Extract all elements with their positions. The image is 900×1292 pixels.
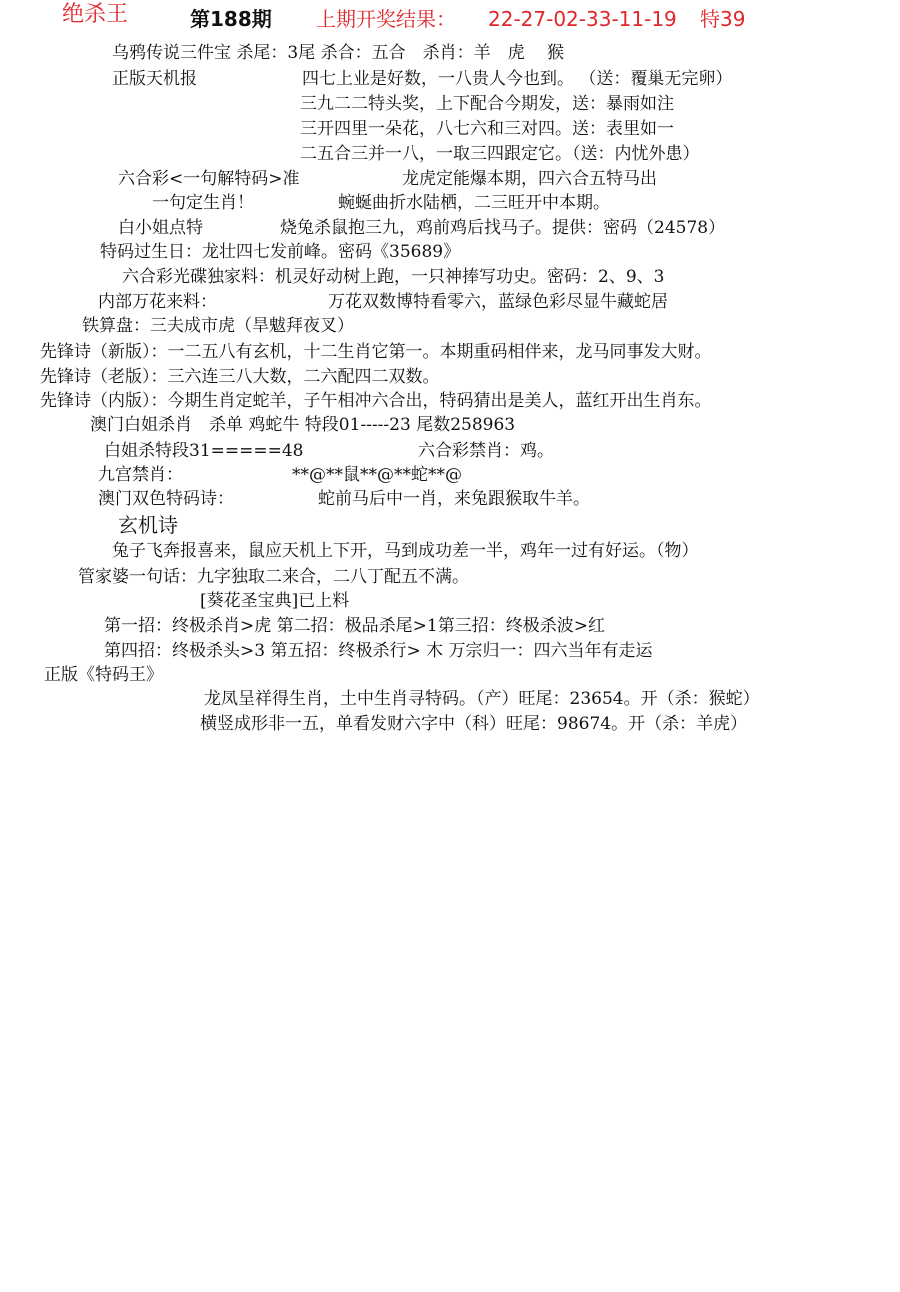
- line-temawang-label: 正版《特码王》: [44, 665, 163, 685]
- line-baixiaojie-label: 白小姐点特: [118, 218, 203, 238]
- line-temawang-2: 横竖成形非一五，单看发财六字中（科）旺尾：98674。开（杀：羊虎）: [200, 714, 748, 734]
- line-yijujie-label: 六合彩<一句解特码>准: [118, 169, 300, 189]
- line-xianfeng-old: 先锋诗（老版）：三六连三八大数，二六配四二双数。: [40, 367, 440, 387]
- line-tianjibao-4: 二五合三并一八，一取三四跟定它。（送：内忧外患）: [300, 144, 700, 164]
- line-yiju-label: 一句定生肖！: [152, 193, 254, 213]
- line-tianjibao-2: 三九二二特头奖，上下配合今期发，送：暴雨如注: [300, 94, 674, 114]
- line-tiesuanpan: 铁算盘：三夫成市虎（旱魃拜夜叉）: [82, 316, 354, 336]
- line-wanhua-text: 万花双数博特看零六，蓝绿色彩尽显牛藏蛇居: [328, 292, 668, 312]
- line-tianjibao-3: 三开四里一朵花，八七六和三对四。送：表里如一: [300, 119, 674, 139]
- line-yiju-text: 蜿蜒曲折水陆栖，二三旺开中本期。: [338, 193, 610, 213]
- line-shuangse-text: 蛇前马后中一肖，来兔跟猴取牛羊。: [318, 489, 590, 509]
- line-baixiaojie-text: 烧兔杀鼠抱三九，鸡前鸡后找马子。提供：密码（24578）: [280, 218, 726, 238]
- line-guanjiapo: 管家婆一句话：九字独取二来合，二八丁配五不满。: [78, 567, 469, 587]
- last-result-numbers: 22-27-02-33-11-19: [488, 7, 677, 31]
- line-xianfeng-inner: 先锋诗（内版）：今期生肖定蛇羊，子午相冲六合出，特码猜出是美人，蓝红开出生肖东。: [40, 391, 712, 411]
- line-tianjibao-label: 正版天机报: [112, 69, 197, 89]
- line-aomen-baijie: 澳门白姐杀肖 杀单 鸡蛇牛 特段01-----23 尾数258963: [90, 415, 516, 435]
- special-number: 特39: [700, 7, 746, 31]
- line-xuanji-heading: 玄机诗: [118, 513, 178, 537]
- line-zhao-2: 第四招：终极杀头>3 第五招：终极杀行> 木 万宗归一：四六当年有走运: [104, 641, 653, 661]
- issue-number: 第188期: [190, 7, 272, 31]
- line-guangdie: 六合彩光碟独家料：机灵好动树上跑，一只神捧写功史。密码：2、9、3: [122, 267, 665, 287]
- last-result-label: 上期开奖结果：: [316, 7, 456, 31]
- line-kuihua-heading: [葵花圣宝典]已上料: [200, 591, 350, 611]
- line-temawang-1: 龙凤呈祥得生肖，土中生肖寻特码。（产）旺尾：23654。开（杀：猴蛇）: [204, 689, 760, 709]
- line-xianfeng-new: 先锋诗（新版）：一二五八有玄机，十二生肖它第一。本期重码相伴来，龙马同事发大财。: [40, 342, 712, 362]
- line-baijie-teduan: 白姐杀特段31=====48: [104, 441, 304, 461]
- line-tianjibao-1: 四七上业是好数，一八贵人今也到。 （送：覆巢无完卵）: [302, 69, 733, 89]
- line-birthday: 特码过生日：龙壮四七发前峰。密码《35689》: [100, 242, 461, 262]
- line-jiugong-text: **@**鼠**@**蛇**@: [292, 465, 462, 485]
- line-wanhua-label: 内部万花来料：: [98, 292, 217, 312]
- line-zhao-1: 第一招：终极杀肖>虎 第二招：极品杀尾>1第三招：终极杀波>红: [104, 616, 605, 636]
- brand-title: 绝杀王: [62, 2, 129, 27]
- line-shuangse-label: 澳门双色特码诗：: [98, 489, 234, 509]
- line-jinxiao: 六合彩禁肖：鸡。: [418, 441, 554, 461]
- line-jiugong-label: 九宫禁肖：: [98, 465, 183, 485]
- line-xuanji-poem: 兔子飞奔报喜来，鼠应天机上下开，马到成功差一半，鸡年一过有好运。（物）: [112, 541, 699, 561]
- line-wuya: 乌鸦传说三件宝 杀尾：3尾 杀合：五合 杀肖：羊 虎 猴: [112, 43, 565, 63]
- line-yijujie-text: 龙虎定能爆本期，四六合五特马出: [402, 169, 657, 189]
